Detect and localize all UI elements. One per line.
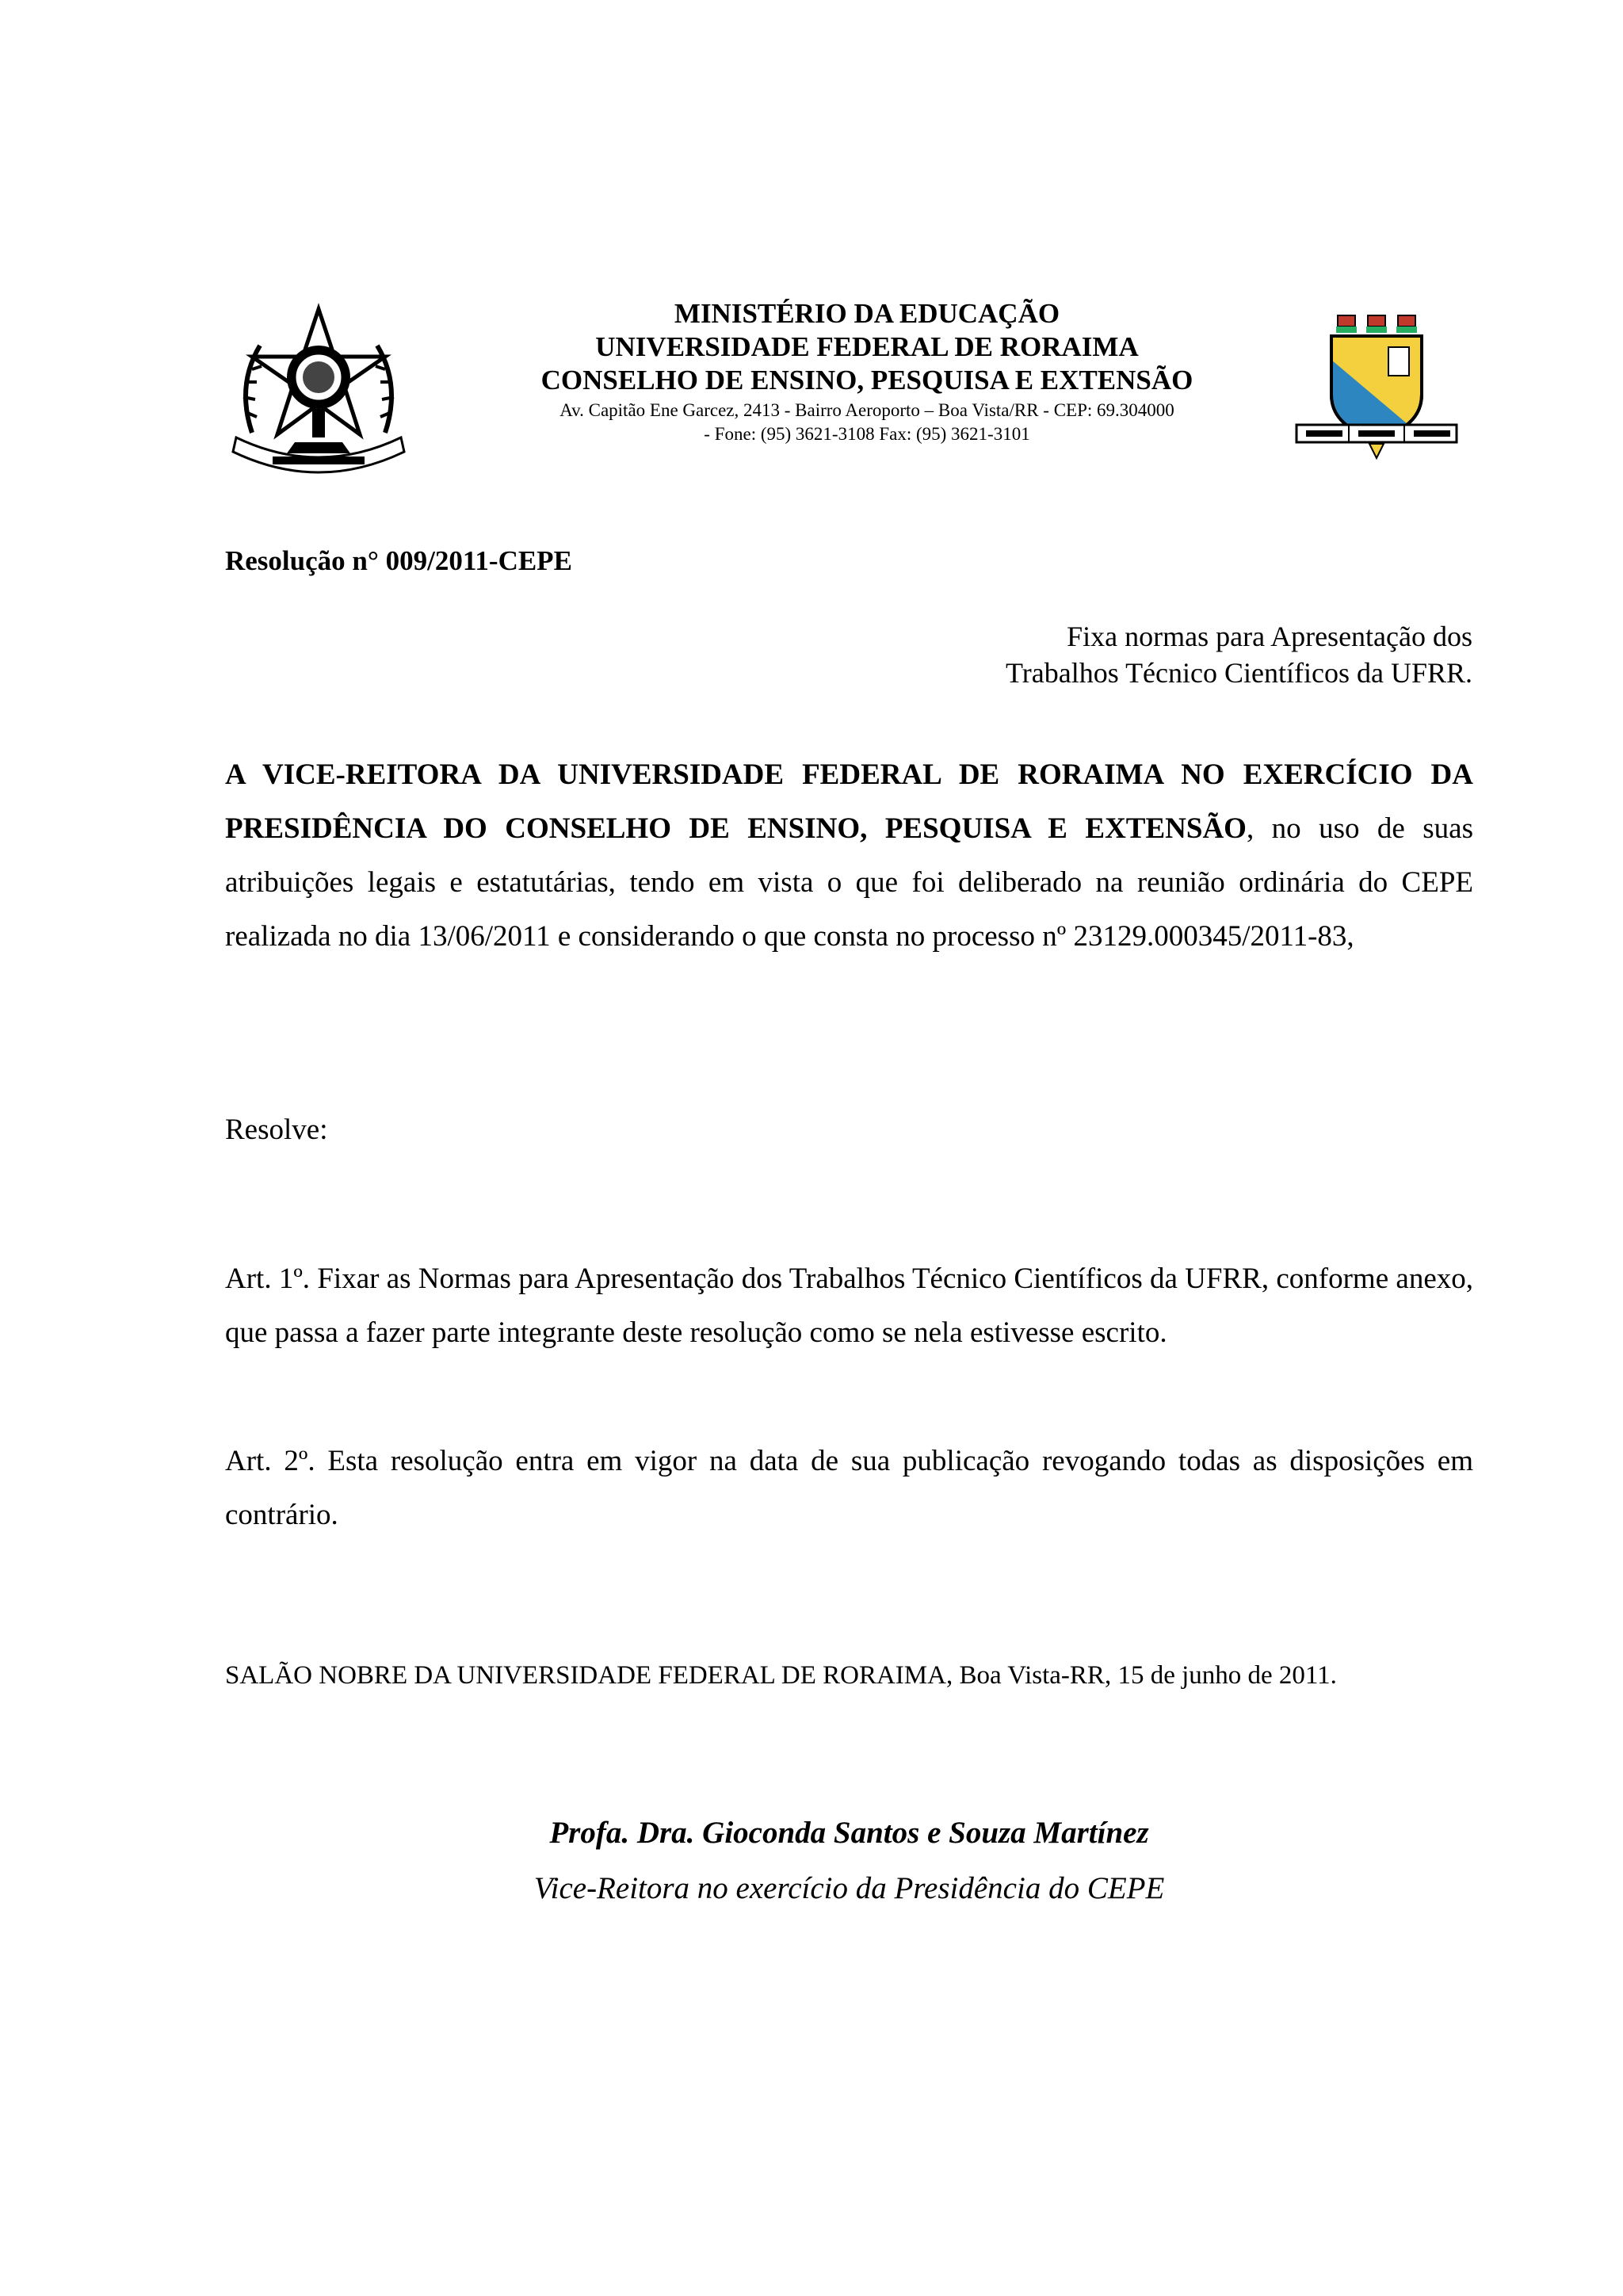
ementa-line-2: Trabalhos Técnico Científicos da UFRR.: [1006, 657, 1472, 689]
header-university: UNIVERSIDADE FEDERAL DE RORAIMA: [595, 331, 1139, 362]
header-ministry: MINISTÉRIO DA EDUCAÇÃO: [674, 298, 1060, 329]
resolution-number: Resolução n° 009/2011-CEPE: [225, 545, 572, 576]
header-council: CONSELHO DE ENSINO, PESQUISA E EXTENSÃO: [540, 365, 1193, 395]
preamble-authority: A VICE-REITORA DA UNIVERSIDADE FEDERAL DE RORAIMA NO EXERCÍCIO DA PRESIDÊNCIA DO CONSELHO DE ENSINO, PESQUISA E EXTENSÃO: [225, 758, 1473, 845]
preamble-text: , no uso de suas atribuições legais e estatutárias, tendo em vista o que foi deliberado na reunião ordinária do CEPE realizada no dia 13/06/2011 e considerando o que consta no processo nº 23129.000345/2011-83,: [225, 812, 1473, 953]
ementa: [1006, 618, 1472, 691]
header-address: Av. Capitão Ene Garcez, 2413 - Bairro Aeroporto – Boa Vista/RR - CEP: 69.304000: [559, 400, 1174, 420]
signature-name: Profa. Dra. Gioconda Santos e Souza Martínez: [549, 1816, 1149, 1850]
ementa-line-1: Fixa normas para Apresentação dos: [1067, 621, 1472, 652]
article-2: Art. 2º. Esta resolução entra em vigor na data de sua publicação revogando todas as disposições em contrário.: [225, 1445, 1473, 1531]
resolve-label: Resolve:: [225, 1114, 328, 1146]
signature-role: Vice-Reitora no exercício da Presidência do CEPE: [533, 1871, 1165, 1905]
ufrr-crest-icon: [1293, 308, 1460, 466]
header-phone: - Fone: (95) 3621-3108 Fax: (95) 3621-3101: [704, 424, 1030, 444]
place-date: SALÃO NOBRE DA UNIVERSIDADE FEDERAL DE RORAIMA, Boa Vista-RR, 15 de junho de 2011.: [225, 1661, 1337, 1690]
article-1: Art. 1º. Fixar as Normas para Apresentação dos Trabalhos Técnico Científicos da UFRR, conforme anexo, que passa a fazer parte integrante deste resolução como se nela estivesse escrito.: [225, 1263, 1473, 1349]
brazil-coat-of-arms-icon: [228, 298, 409, 479]
preamble-paragraph: [225, 748, 1473, 964]
